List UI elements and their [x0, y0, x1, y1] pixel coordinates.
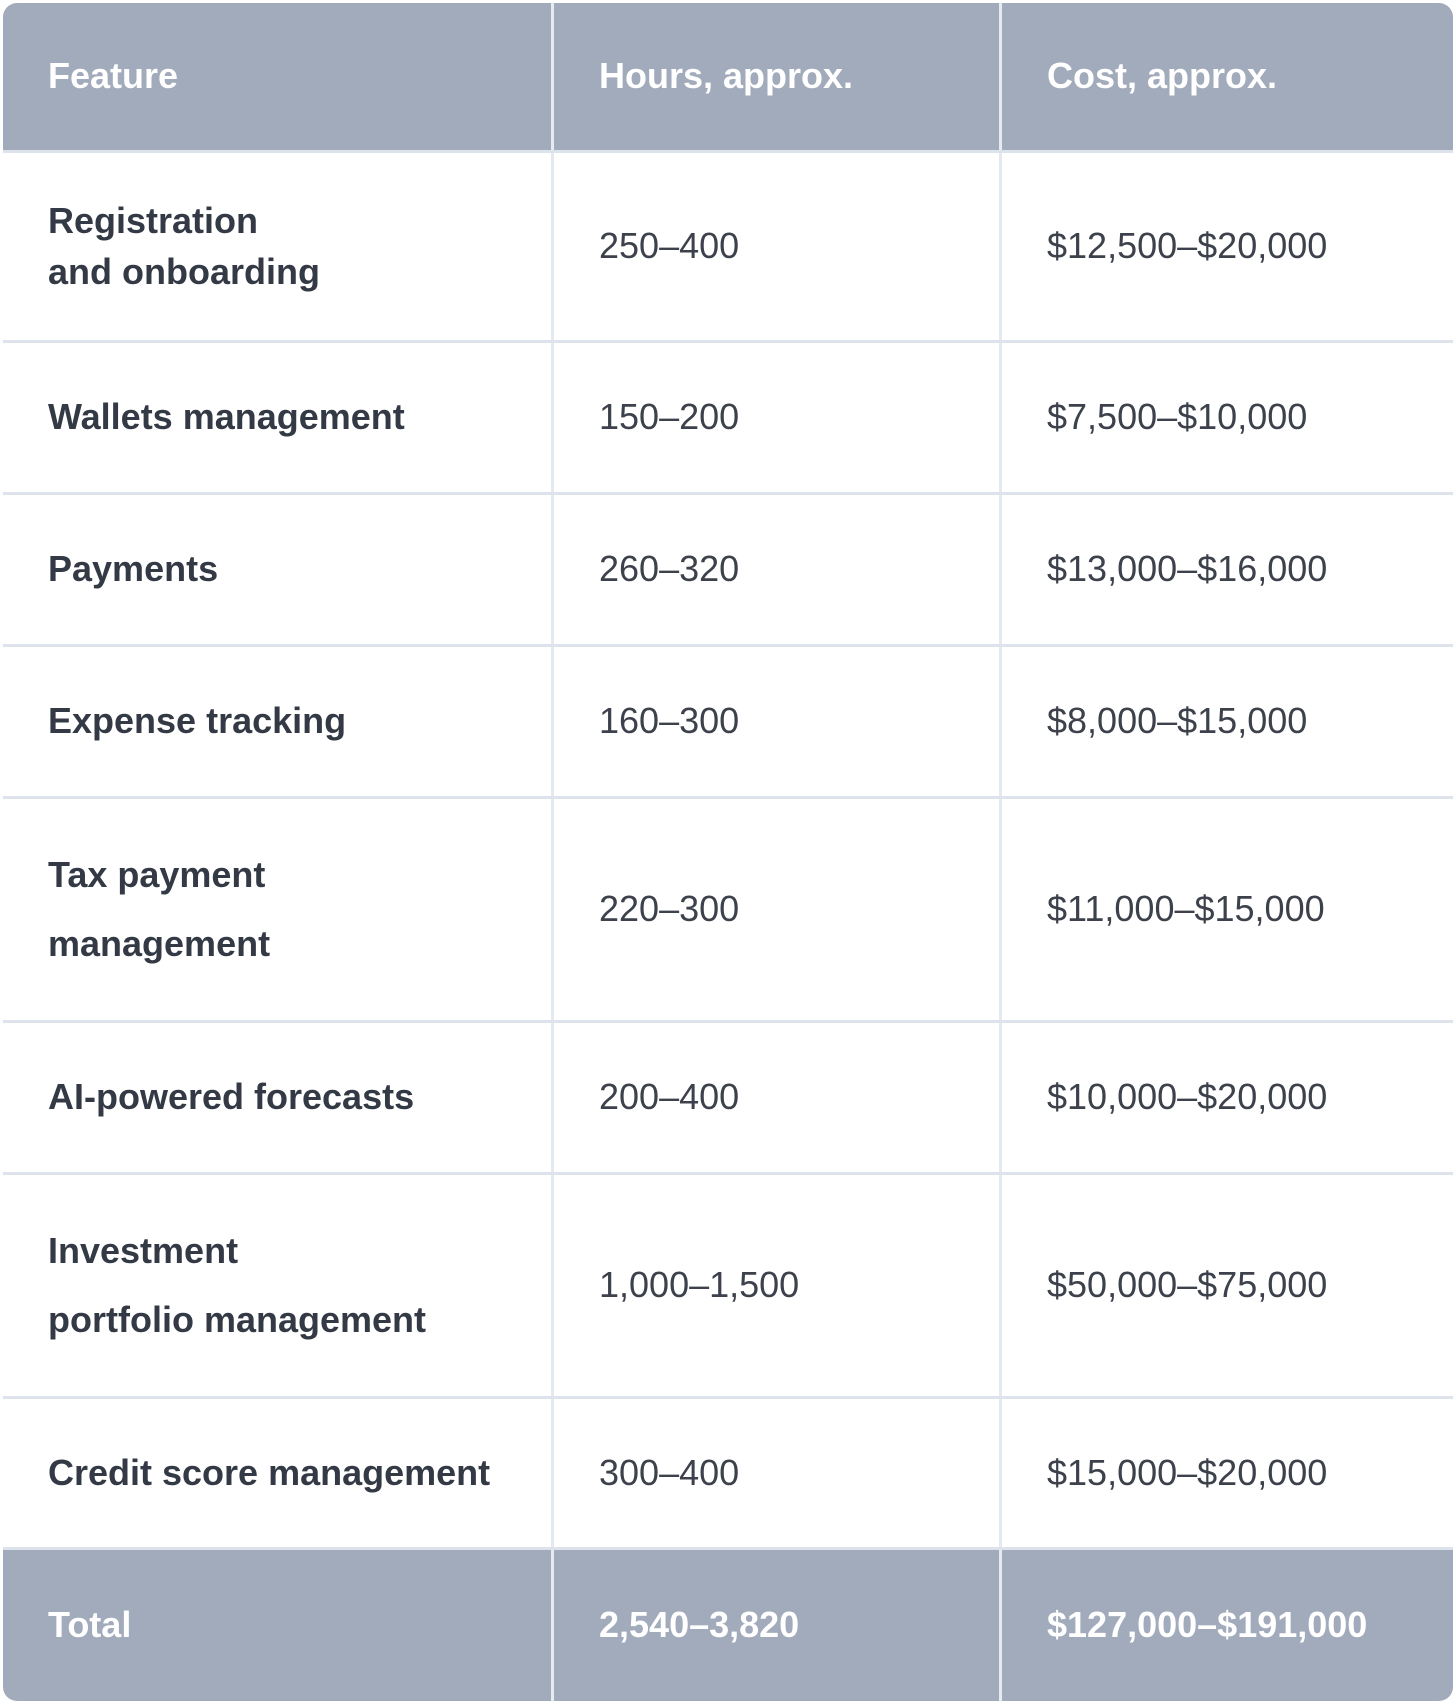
feature-cell: [3, 1023, 554, 1172]
total-label: Total: [3, 1550, 554, 1701]
table-total-row: [3, 1550, 1453, 1701]
header-cost: Cost, approx.: [1047, 55, 1278, 97]
feature-cell: [3, 153, 554, 340]
header-feature: Feature: [3, 3, 554, 150]
header-hours: Hours, approx.: [554, 3, 1002, 150]
total-hours: 2,540–3,820: [554, 1550, 1002, 1701]
hours-cell: 250–400: [554, 153, 1002, 340]
cost-cell: $8,000–$15,000: [1047, 700, 1308, 742]
hours-cell: 200–400: [554, 1023, 1002, 1172]
cost-cell: $11,000–$15,000: [1047, 888, 1325, 930]
feature-cell: [3, 1399, 554, 1547]
feature-name: AI-powered forecasts: [48, 1076, 415, 1118]
total-cost: $127,000–$191,000: [1047, 1604, 1368, 1646]
hours-cell: 1,000–1,500: [554, 1175, 1002, 1396]
table-row: [3, 1023, 1453, 1175]
hours-cell: 150–200: [554, 343, 1002, 492]
feature-cell: [3, 1175, 554, 1396]
hours-cell: 260–320: [554, 495, 1002, 644]
table-row: [3, 343, 1453, 495]
table-header-row: [3, 3, 1453, 153]
hours-cell: 300–400: [554, 1399, 1002, 1547]
feature-cell: [3, 495, 554, 644]
feature-name: Wallets management: [48, 396, 405, 438]
feature-name: Credit score management: [48, 1451, 491, 1493]
feature-name: Investment portfolio management: [48, 1230, 427, 1340]
feature-cell: [3, 799, 554, 1020]
cost-cell: $7,500–$10,000: [1047, 396, 1308, 438]
table-row: [3, 1175, 1453, 1399]
table-row: [3, 495, 1453, 647]
feature-name: Tax payment management: [48, 854, 271, 964]
hours-cell: 220–300: [554, 799, 1002, 1020]
cost-table: [3, 3, 1453, 1701]
table-row: [3, 153, 1453, 343]
cost-cell: $13,000–$16,000: [1047, 548, 1328, 590]
table-row: [3, 799, 1453, 1023]
table-row: [3, 647, 1453, 799]
feature-name: Expense tracking: [48, 700, 347, 742]
hours-cell: 160–300: [554, 647, 1002, 796]
feature-name: Registration and onboarding: [48, 200, 320, 292]
cost-cell: $10,000–$20,000: [1047, 1076, 1328, 1118]
table-row: [3, 1399, 1453, 1550]
cost-cell: $12,500–$20,000: [1047, 225, 1328, 267]
feature-cell: [3, 343, 554, 492]
feature-cell: [3, 647, 554, 796]
cost-cell: $15,000–$20,000: [1047, 1451, 1328, 1493]
cost-cell: $50,000–$75,000: [1047, 1264, 1328, 1306]
feature-name: Payments: [48, 548, 219, 590]
